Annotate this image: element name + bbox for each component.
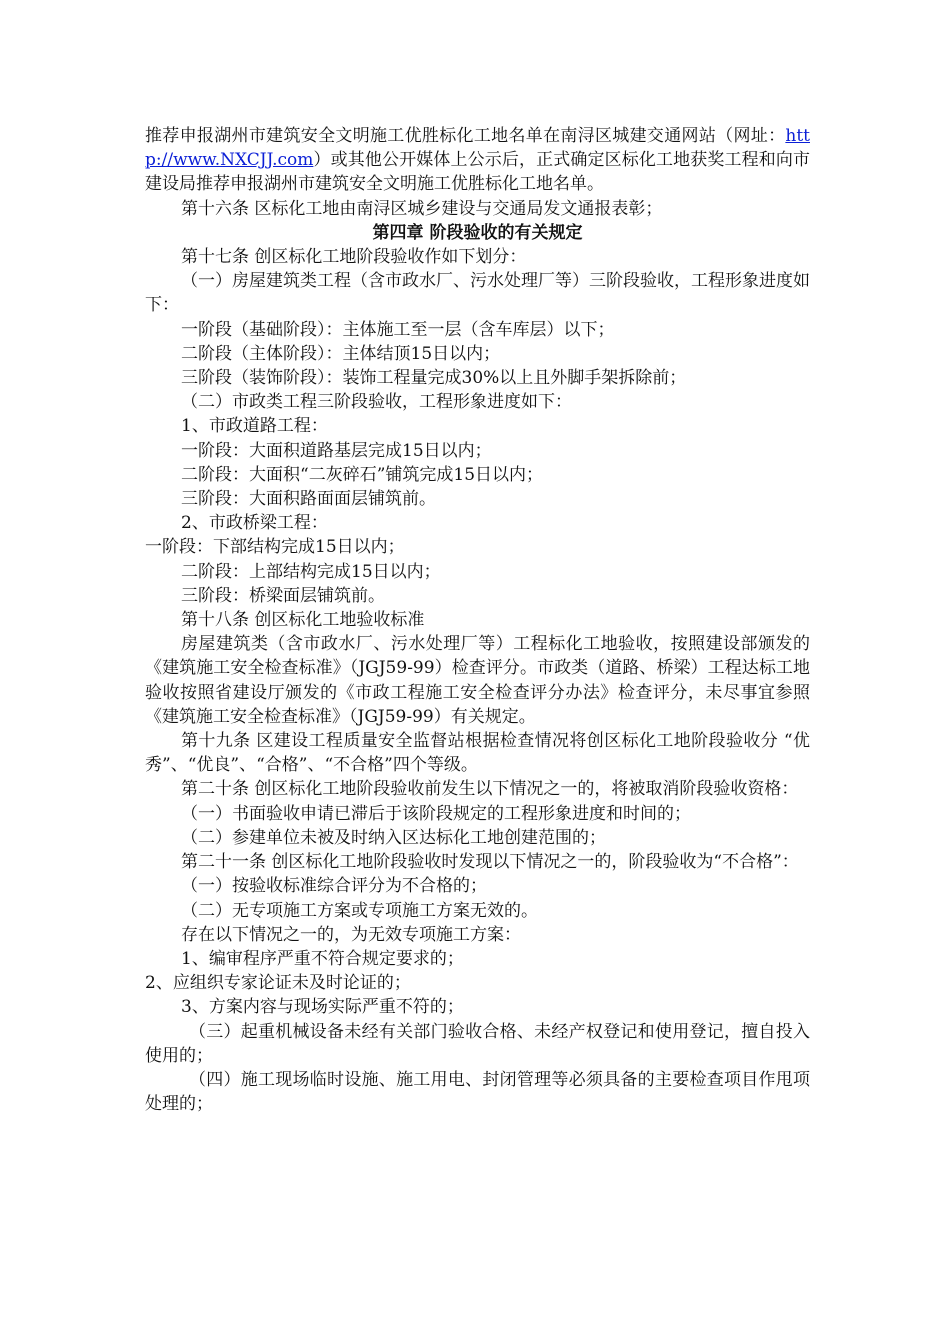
intro-text-start: 推荐申报湖州市建筑安全文明施工优胜标化工地名单在南浔区城建交通网站（网址： [145, 126, 786, 146]
road-stage-1: 一阶段：大面积道路基层完成15日以内； [181, 440, 492, 461]
chapter-4-title: 第四章 阶段验收的有关规定 [372, 222, 583, 243]
invalid-plan-3: 3、方案内容与现场实际严重不符的； [181, 997, 464, 1018]
intro-text-end: ）或其他公开媒体上公示后，正式确定区标化工地获奖工程和向市建设局推荐申报湖州市建筑安全文明施工优胜标化工地名单。 [145, 150, 810, 195]
article-16: 第十六条 区标化工地由南浔区城乡建设与交通局发文通报表彰； [181, 198, 663, 219]
article-19: 第十九条 区建设工程质量安全监督站根据检查情况将创区标化工地阶段验收分 “优秀”、“优良”、“合格”、“不合格”四个等级。 [145, 731, 810, 776]
article-17-item-1: （一）房屋建筑类工程（含市政水厂、污水处理厂等）三阶段验收，工程形象进度如下： [145, 271, 810, 316]
article-18: 第十八条 创区标化工地验收标准 [181, 610, 425, 631]
bridge-works-title: 2、市政桥梁工程： [181, 513, 328, 534]
article-21-item-1: （一）按验收标准综合评分为不合格的； [181, 876, 487, 897]
article-17: 第十七条 创区标化工地阶段验收作如下划分： [181, 247, 527, 268]
building-stage-2: 二阶段（主体阶段）：主体结顶15日以内； [181, 343, 501, 364]
invalid-plan-1: 1、编审程序严重不符合规定要求的； [181, 948, 464, 969]
road-stage-2: 二阶段：大面积“二灰碎石”铺筑完成15日以内； [181, 464, 544, 485]
article-18-body: 房屋建筑类（含市政水厂、污水处理厂等）工程标化工地验收，按照建设部颁发的《建筑施工安全检查标准》（JGJ59-99）检查评分。市政类（道路、桥梁）工程达标工地验收按照省建设厅颁发的《市政工程施工安全检查评分办法》检查评分，未尽事宜参照《建筑施工安全检查标准》（JGJ59-99）有关规定。 [145, 634, 810, 727]
website-link[interactable]: http://www.NXCJJ.com [145, 126, 810, 171]
article-20-item-1: （一）书面验收申请已滞后于该阶段规定的工程形象进度和时间的； [181, 803, 691, 824]
article-20: 第二十条 创区标化工地阶段验收前发生以下情况之一的，将被取消阶段验收资格： [181, 779, 799, 800]
article-21-item-4: （四）施工现场临时设施、施工用电、封闭管理等必须具备的主要检查项目作甩项处理的； [145, 1069, 810, 1115]
invalid-plan-2: 2、应组织专家论证未及时论证的； [145, 973, 411, 994]
bridge-stage-3: 三阶段：桥梁面层铺筑前。 [181, 585, 385, 606]
article-17-item-2: （二）市政类工程三阶段验收，工程形象进度如下： [181, 392, 572, 413]
bridge-stage-1: 一阶段：下部结构完成15日以内； [145, 537, 405, 558]
road-works-title: 1、市政道路工程： [181, 416, 328, 437]
intro-paragraph [145, 124, 810, 197]
road-stage-3: 三阶段：大面积路面面层铺筑前。 [181, 489, 436, 510]
article-20-item-2: （二）参建单位未被及时纳入区达标化工地创建范围的； [181, 827, 606, 848]
building-stage-3: 三阶段（装饰阶段）：装饰工程量完成30%以上且外脚手架拆除前； [181, 368, 687, 389]
invalid-plan-intro: 存在以下情况之一的，为无效专项施工方案： [181, 924, 521, 945]
building-stage-1: 一阶段（基础阶段）：主体施工至一层（含车库层）以下； [181, 319, 615, 340]
document-body [145, 124, 810, 1116]
article-21-item-3: （三）起重机械设备未经有关部门验收合格、未经产权登记和使用登记，擅自投入使用的； [145, 1021, 810, 1066]
article-21-item-2: （二）无专项施工方案或专项施工方案无效的。 [181, 900, 538, 921]
article-21: 第二十一条 创区标化工地阶段验收时发现以下情况之一的，阶段验收为“不合格”： [181, 852, 799, 873]
bridge-stage-2: 二阶段：上部结构完成15日以内； [181, 561, 441, 582]
